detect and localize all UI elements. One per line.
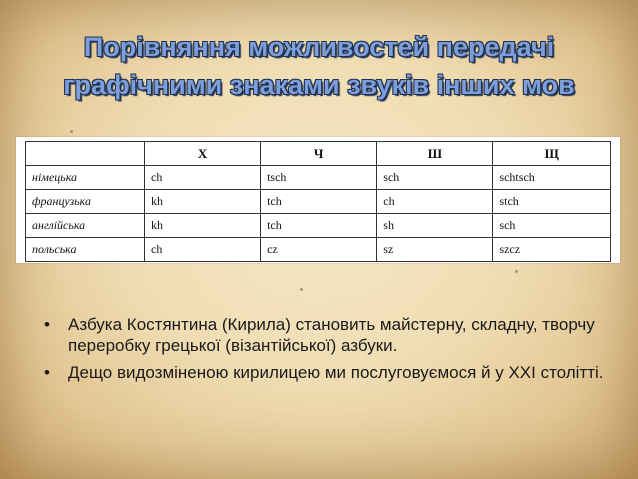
table-cell: kh: [145, 190, 261, 214]
comparison-table-panel: [16, 137, 620, 263]
table-cell: tch: [261, 190, 377, 214]
table-cell: schtsch: [493, 166, 611, 190]
table-cell: sz: [377, 238, 493, 262]
table-cell: sch: [377, 166, 493, 190]
table-header-row: [26, 142, 611, 166]
language-cell: англійська: [26, 214, 145, 238]
header-empty: [26, 142, 145, 166]
table-row: [26, 166, 611, 190]
table-cell: ch: [377, 190, 493, 214]
language-cell: французька: [26, 190, 145, 214]
paper-speck: [515, 270, 518, 273]
paper-speck: [70, 130, 73, 133]
table-cell: ch: [145, 166, 261, 190]
bullet-marker: •: [44, 363, 50, 382]
header-ch: Ч: [261, 142, 377, 166]
slide-title: [0, 28, 638, 104]
table-cell: cz: [261, 238, 377, 262]
header-sh: Ш: [377, 142, 493, 166]
table-cell: sch: [493, 214, 611, 238]
table-cell: szcz: [493, 238, 611, 262]
paper-speck: [300, 288, 303, 291]
language-cell: німецька: [26, 166, 145, 190]
title-line-2: графічними знаками звуків інших мов: [63, 70, 575, 100]
title-line-1: Порівняння можливостей передачі: [83, 32, 555, 62]
table-cell: ch: [145, 238, 261, 262]
language-cell: польська: [26, 238, 145, 262]
table-row: [26, 214, 611, 238]
bullet-item: [44, 314, 604, 356]
bullet-item: [44, 362, 604, 383]
bullet-text: Дещо видозміненою кирилицею ми послуговуємося й у ХХІ столітті.: [68, 363, 604, 382]
bullet-marker: •: [44, 315, 50, 334]
header-shch: Щ: [493, 142, 611, 166]
table-cell: kh: [145, 214, 261, 238]
table-cell: tch: [261, 214, 377, 238]
bullet-text: Азбука Костянтина (Кирила) становить майстерну, складну, творчу переробку грецької (візантійської) азбуки.: [68, 315, 595, 355]
table-cell: tsch: [261, 166, 377, 190]
table-row: [26, 238, 611, 262]
bullet-list: [44, 314, 604, 389]
table-cell: sh: [377, 214, 493, 238]
table-row: [26, 190, 611, 214]
header-kh: Х: [145, 142, 261, 166]
comparison-table: [25, 141, 611, 262]
table-cell: stch: [493, 190, 611, 214]
